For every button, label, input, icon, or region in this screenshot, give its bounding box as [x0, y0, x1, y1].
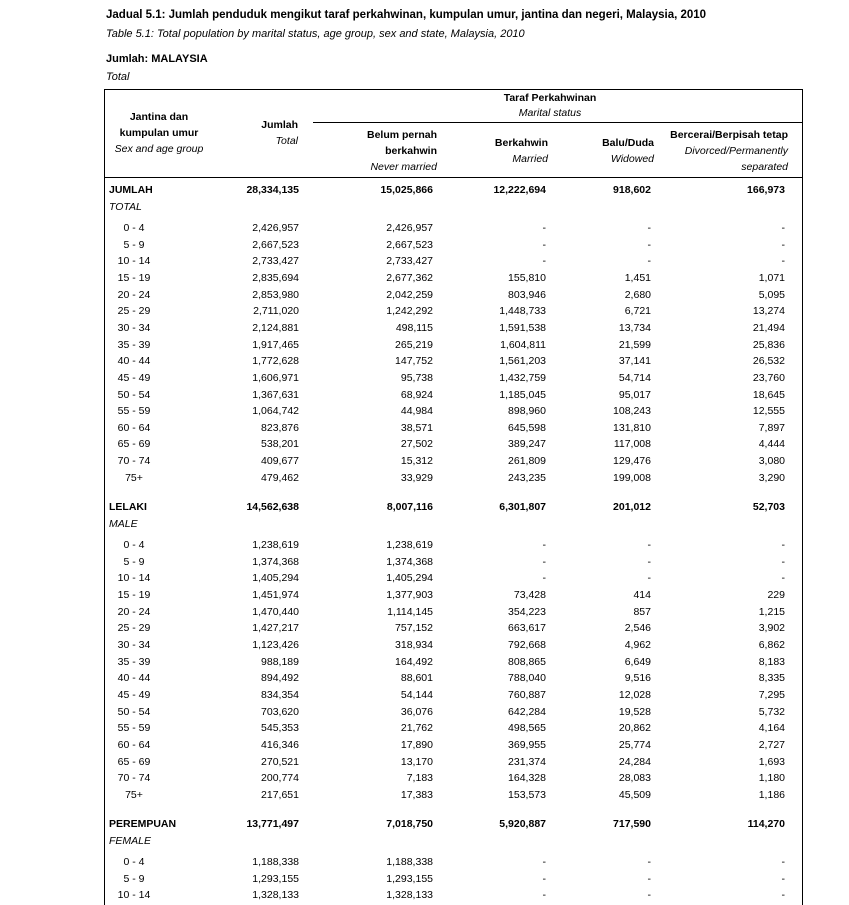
- widowed-value: 117,008: [613, 438, 651, 451]
- married-value: -: [542, 539, 546, 551]
- age-group-label: 55 - 59: [117, 722, 151, 735]
- table-row: [0, 737, 849, 753]
- section-never-married-value: 7,018,750: [386, 818, 433, 830]
- table-row: [0, 871, 849, 887]
- never-married-value: 1,328,133: [386, 889, 433, 902]
- age-group-label: 0 - 4: [123, 539, 145, 551]
- widowed-value: -: [647, 238, 651, 251]
- divorced-value: -: [781, 555, 785, 568]
- married-value: -: [542, 555, 546, 568]
- marital-status-underline: [313, 122, 802, 123]
- married-value: 642,284: [508, 705, 546, 718]
- table-row: [0, 220, 849, 236]
- divorced-value: 1,180: [758, 772, 785, 785]
- total-value: 1,405,294: [252, 572, 299, 585]
- never-married-value: 27,502: [400, 438, 433, 451]
- married-value: 645,598: [508, 421, 546, 434]
- table-row: [0, 470, 849, 486]
- divorced-value: 1,693: [758, 755, 785, 768]
- married-value: 760,887: [508, 688, 546, 701]
- header-sex-age-ms-1: Jantina dan: [129, 111, 189, 123]
- widowed-value: 1,451: [624, 271, 651, 284]
- section-total-value: 14,562,638: [246, 501, 299, 513]
- age-group-label: 70 - 74: [117, 455, 151, 468]
- header-bottom-rule: [104, 177, 803, 178]
- total-value: 1,328,133: [252, 889, 299, 902]
- total-value: 409,677: [261, 455, 299, 468]
- widowed-value: 4,962: [624, 638, 651, 651]
- age-group-label: 75+: [125, 788, 143, 801]
- total-value: 538,201: [261, 438, 299, 451]
- never-married-value: 2,426,957: [386, 222, 433, 234]
- age-group-label: 60 - 64: [117, 421, 151, 434]
- married-value: 898,960: [508, 405, 546, 418]
- married-value: -: [542, 255, 546, 268]
- age-group-label: 30 - 34: [117, 638, 151, 651]
- age-group-label: 5 - 9: [123, 872, 145, 885]
- total-value: 217,651: [261, 788, 299, 801]
- table-row: [0, 587, 849, 603]
- never-married-value: 2,042,259: [386, 288, 433, 301]
- never-married-value: 1,374,368: [386, 555, 433, 568]
- total-value: 1,606,971: [252, 371, 299, 384]
- table-row: [0, 604, 849, 620]
- header-never-en: Never married: [370, 161, 437, 173]
- section-divorced-value: 52,703: [752, 501, 785, 513]
- total-value: 894,492: [261, 672, 299, 685]
- header-married-ms: Berkahwin: [494, 137, 548, 149]
- table-row: [0, 436, 849, 452]
- age-group-label: 5 - 9: [123, 555, 145, 568]
- section-divorced-value: 166,973: [747, 184, 785, 196]
- never-married-value: 1,377,903: [386, 589, 433, 601]
- widowed-value: 24,284: [618, 755, 651, 768]
- widowed-value: 95,017: [618, 388, 651, 401]
- widowed-value: -: [647, 872, 651, 885]
- widowed-value: 9,516: [624, 672, 651, 685]
- divorced-value: 25,836: [752, 338, 785, 351]
- divorced-value: 7,897: [758, 421, 785, 434]
- total-value: 2,426,957: [252, 222, 299, 234]
- age-group-label: 10 - 14: [117, 255, 151, 268]
- section-sublabel: FEMALE: [109, 835, 152, 847]
- total-value: 2,733,427: [252, 255, 299, 268]
- widowed-value: -: [647, 255, 651, 268]
- total-value: 1,772,628: [252, 355, 299, 368]
- total-value: 703,620: [261, 705, 299, 718]
- never-married-value: 1,405,294: [386, 572, 433, 585]
- header-marital-en: Marital status: [518, 107, 582, 119]
- married-value: -: [542, 238, 546, 251]
- header-never-ms-1: Belum pernah: [366, 129, 437, 141]
- section-widowed-value: 201,012: [613, 501, 651, 513]
- total-value: 1,451,974: [252, 589, 299, 601]
- married-value: -: [542, 872, 546, 885]
- never-married-value: 38,571: [400, 421, 433, 434]
- widowed-value: 857: [633, 605, 651, 618]
- age-group-label: 5 - 9: [123, 238, 145, 251]
- total-value: 2,667,523: [252, 238, 299, 251]
- never-married-value: 1,188,338: [386, 856, 433, 868]
- total-value: 1,917,465: [252, 338, 299, 351]
- header-widowed-en: Widowed: [610, 153, 654, 165]
- widowed-value: 6,721: [624, 305, 651, 318]
- age-group-label: 15 - 19: [117, 271, 151, 284]
- table-row: [0, 787, 849, 803]
- divorced-value: -: [781, 539, 785, 551]
- never-married-value: 21,762: [400, 722, 433, 735]
- widowed-value: -: [647, 555, 651, 568]
- married-value: 803,946: [508, 288, 546, 301]
- table-row: [0, 537, 849, 553]
- married-value: 792,668: [508, 638, 546, 651]
- divorced-value: -: [781, 572, 785, 585]
- total-value: 479,462: [261, 471, 299, 484]
- widowed-value: 2,680: [624, 288, 651, 301]
- age-group-label: 25 - 29: [117, 622, 151, 635]
- table-row: [0, 370, 849, 386]
- divorced-value: 2,727: [758, 738, 785, 751]
- table-row: [0, 704, 849, 720]
- divorced-value: -: [781, 238, 785, 251]
- table-row: [0, 720, 849, 736]
- table-row: [0, 887, 849, 903]
- total-value: 416,346: [261, 738, 299, 751]
- age-group-label: 40 - 44: [117, 672, 151, 685]
- never-married-value: 17,890: [400, 738, 433, 751]
- divorced-value: 8,183: [758, 655, 785, 668]
- section-sublabel: TOTAL: [109, 201, 142, 213]
- widowed-value: 20,862: [618, 722, 651, 735]
- table-row: [0, 287, 849, 303]
- table-title: Jadual 5.1: Jumlah penduduk mengikut taraf perkahwinan, kumpulan umur, jantina dan negeri, Malaysia, 2010: [106, 9, 707, 21]
- total-value: 2,711,020: [253, 305, 299, 318]
- never-married-value: 1,114,145: [387, 605, 433, 618]
- table-row: [0, 654, 849, 670]
- married-value: -: [542, 222, 546, 234]
- never-married-value: 44,984: [400, 405, 433, 418]
- divorced-value: 3,080: [758, 455, 785, 468]
- widowed-value: 131,810: [613, 421, 651, 434]
- divorced-value: 5,732: [758, 705, 785, 718]
- total-value: 1,427,217: [252, 622, 299, 635]
- total-value: 2,835,694: [252, 271, 299, 284]
- table-row: [0, 754, 849, 770]
- never-married-value: 1,293,155: [386, 872, 433, 885]
- divorced-value: 1,071: [758, 271, 785, 284]
- married-value: 1,604,811: [500, 338, 546, 351]
- married-value: 389,247: [508, 438, 546, 451]
- widowed-value: 25,774: [618, 738, 651, 751]
- married-value: 808,865: [508, 655, 546, 668]
- married-value: 153,573: [508, 788, 546, 801]
- scope-label-english: Total: [106, 71, 130, 83]
- divorced-value: -: [781, 856, 785, 868]
- table-row: [0, 687, 849, 703]
- divorced-value: -: [781, 889, 785, 902]
- never-married-value: 1,238,619: [386, 539, 433, 551]
- age-group-label: 0 - 4: [123, 856, 145, 868]
- married-value: 1,591,538: [499, 321, 546, 334]
- section-married-value: 5,920,887: [499, 818, 546, 830]
- married-value: 231,374: [508, 755, 546, 768]
- table-row: [0, 670, 849, 686]
- header-divorced-ms: Bercerai/Berpisah tetap: [670, 129, 788, 141]
- section-married-value: 12,222,694: [493, 184, 546, 196]
- section-total-value: 13,771,497: [246, 818, 299, 830]
- table-row: [0, 337, 849, 353]
- header-never-ms-2: berkahwin: [385, 145, 437, 157]
- age-group-label: 45 - 49: [117, 371, 151, 384]
- table-row: [0, 637, 849, 653]
- section-never-married-value: 8,007,116: [386, 501, 433, 513]
- table-row: [0, 554, 849, 570]
- age-group-label: 30 - 34: [117, 321, 151, 334]
- never-married-value: 757,152: [395, 622, 433, 635]
- divorced-value: 8,335: [758, 672, 785, 685]
- age-group-label: 40 - 44: [117, 355, 151, 368]
- table-row: [0, 387, 849, 403]
- total-value: 834,354: [261, 688, 299, 701]
- table-row: [0, 270, 849, 286]
- section-total-row: [0, 499, 849, 515]
- table-row: [0, 770, 849, 786]
- never-married-value: 36,076: [400, 705, 433, 718]
- never-married-value: 17,383: [400, 788, 433, 801]
- married-value: 73,428: [513, 589, 546, 601]
- section-total-row: [0, 816, 849, 832]
- widowed-value: 37,141: [618, 355, 651, 368]
- never-married-value: 164,492: [395, 655, 433, 668]
- widowed-value: -: [647, 856, 651, 868]
- married-value: 243,235: [508, 471, 546, 484]
- section-divorced-value: 114,270: [747, 818, 785, 830]
- divorced-value: 23,760: [752, 371, 785, 384]
- divorced-value: 18,645: [752, 388, 785, 401]
- never-married-value: 68,924: [400, 388, 433, 401]
- married-value: 1,448,733: [499, 305, 546, 318]
- table-row: [0, 403, 849, 419]
- widowed-value: 28,083: [618, 772, 651, 785]
- widowed-value: 199,008: [613, 471, 651, 484]
- age-group-label: 45 - 49: [117, 688, 151, 701]
- table-row: [0, 253, 849, 269]
- married-value: 663,617: [508, 622, 546, 635]
- table-row: [0, 303, 849, 319]
- never-married-value: 147,752: [395, 355, 433, 368]
- never-married-value: 13,170: [400, 755, 433, 768]
- total-value: 545,353: [261, 722, 299, 735]
- age-group-label: 65 - 69: [117, 438, 151, 451]
- married-value: 261,809: [508, 455, 546, 468]
- divorced-value: 1,186: [758, 788, 785, 801]
- widowed-value: 129,476: [613, 455, 651, 468]
- widowed-value: -: [647, 539, 651, 551]
- header-widowed-ms: Balu/Duda: [602, 137, 654, 149]
- total-value: 270,521: [261, 755, 299, 768]
- divorced-value: 4,444: [758, 438, 785, 451]
- widowed-value: -: [647, 889, 651, 902]
- table-row: [0, 620, 849, 636]
- age-group-label: 10 - 14: [117, 572, 151, 585]
- never-married-value: 265,219: [395, 338, 433, 351]
- never-married-value: 54,144: [400, 688, 433, 701]
- total-value: 1,367,631: [252, 388, 299, 401]
- section-total-value: 28,334,135: [246, 184, 299, 196]
- never-married-value: 318,934: [395, 638, 433, 651]
- age-group-label: 55 - 59: [117, 405, 151, 418]
- header-divorced-en-2: separated: [741, 161, 788, 173]
- never-married-value: 498,115: [395, 321, 433, 334]
- married-value: 1,561,203: [499, 355, 546, 368]
- total-value: 1,064,742: [252, 405, 299, 418]
- table-row: [0, 320, 849, 336]
- total-value: 823,876: [261, 421, 299, 434]
- section-married-value: 6,301,807: [499, 501, 546, 513]
- header-sex-age-en: Sex and age group: [114, 143, 204, 155]
- age-group-label: 20 - 24: [117, 605, 151, 618]
- widowed-value: 6,649: [624, 655, 651, 668]
- age-group-label: 35 - 39: [117, 655, 151, 668]
- age-group-label: 15 - 19: [117, 589, 151, 601]
- widowed-value: 13,734: [618, 321, 651, 334]
- section-sublabel: MALE: [109, 518, 138, 530]
- divorced-value: 1,215: [758, 605, 785, 618]
- table-row: [0, 237, 849, 253]
- section-label: PEREMPUAN: [109, 818, 177, 830]
- widowed-value: 21,599: [618, 338, 651, 351]
- header-marital-ms: Taraf Perkahwinan: [503, 92, 597, 104]
- never-married-value: 2,677,362: [386, 271, 433, 284]
- married-value: -: [542, 572, 546, 585]
- section-label: LELAKI: [109, 501, 147, 513]
- divorced-value: 6,862: [758, 638, 785, 651]
- total-value: 1,238,619: [252, 539, 299, 551]
- age-group-label: 70 - 74: [117, 772, 151, 785]
- divorced-value: 13,274: [752, 305, 785, 318]
- table-row: [0, 570, 849, 586]
- divorced-value: -: [781, 872, 785, 885]
- total-value: 1,188,338: [252, 856, 299, 868]
- married-value: -: [542, 889, 546, 902]
- divorced-value: -: [781, 222, 785, 234]
- age-group-label: 65 - 69: [117, 755, 151, 768]
- total-value: 1,293,155: [252, 872, 299, 885]
- table-title-english: Table 5.1: Total population by marital status, age group, sex and state, Malaysia, 2010: [106, 28, 525, 40]
- age-group-label: 50 - 54: [117, 705, 151, 718]
- never-married-value: 15,312: [400, 455, 433, 468]
- divorced-value: 26,532: [752, 355, 785, 368]
- age-group-label: 60 - 64: [117, 738, 151, 751]
- table-row: [0, 420, 849, 436]
- header-sex-age-ms-2: kumpulan umur: [119, 127, 199, 139]
- divorced-value: 21,494: [752, 321, 785, 334]
- header-divorced-en-1: Divorced/Permanently: [684, 145, 788, 157]
- section-label: JUMLAH: [109, 184, 153, 196]
- divorced-value: 3,902: [758, 622, 785, 635]
- widowed-value: 19,528: [618, 705, 651, 718]
- widowed-value: 45,509: [618, 788, 651, 801]
- widowed-value: -: [647, 572, 651, 585]
- scope-label: Jumlah: MALAYSIA: [106, 53, 208, 65]
- widowed-value: 414: [633, 589, 651, 601]
- age-group-label: 35 - 39: [117, 338, 151, 351]
- section-never-married-value: 15,025,866: [380, 184, 433, 196]
- divorced-value: 3,290: [758, 471, 785, 484]
- married-value: 1,185,045: [499, 388, 546, 401]
- widowed-value: 2,546: [624, 622, 651, 635]
- age-group-label: 50 - 54: [117, 388, 151, 401]
- divorced-value: 229: [767, 589, 785, 601]
- section-widowed-value: 918,602: [613, 184, 651, 196]
- married-value: 164,328: [508, 772, 546, 785]
- header-married-en: Married: [512, 153, 548, 165]
- married-value: 788,040: [508, 672, 546, 685]
- table-row: [0, 453, 849, 469]
- total-value: 2,853,980: [252, 288, 299, 301]
- header-total-ms: Jumlah: [261, 119, 298, 131]
- divorced-value: 4,164: [758, 722, 785, 735]
- widowed-value: -: [647, 222, 651, 234]
- header-total-en: Total: [275, 135, 298, 147]
- age-group-label: 20 - 24: [117, 288, 151, 301]
- married-value: 354,223: [508, 605, 546, 618]
- never-married-value: 7,183: [406, 772, 433, 785]
- total-value: 2,124,881: [252, 321, 299, 334]
- age-group-label: 10 - 14: [117, 889, 151, 902]
- widowed-value: 12,028: [618, 688, 651, 701]
- total-value: 1,470,440: [252, 605, 299, 618]
- never-married-value: 88,601: [400, 672, 433, 685]
- divorced-value: 12,555: [752, 405, 785, 418]
- divorced-value: 5,095: [758, 288, 785, 301]
- married-value: 1,432,759: [499, 371, 546, 384]
- total-value: 200,774: [261, 772, 299, 785]
- section-total-row: [0, 182, 849, 198]
- table-row: [0, 353, 849, 369]
- married-value: 155,810: [508, 271, 546, 284]
- never-married-value: 95,738: [400, 371, 433, 384]
- total-value: 1,374,368: [252, 555, 299, 568]
- never-married-value: 33,929: [400, 471, 433, 484]
- age-group-label: 25 - 29: [117, 305, 151, 318]
- widowed-value: 108,243: [613, 405, 651, 418]
- never-married-value: 2,667,523: [386, 238, 433, 251]
- never-married-value: 1,242,292: [386, 305, 433, 318]
- widowed-value: 54,714: [618, 371, 651, 384]
- table-row: [0, 854, 849, 870]
- total-value: 1,123,426: [252, 638, 299, 651]
- section-widowed-value: 717,590: [613, 818, 651, 830]
- divorced-value: -: [781, 255, 785, 268]
- married-value: 498,565: [508, 722, 546, 735]
- never-married-value: 2,733,427: [386, 255, 433, 268]
- age-group-label: 75+: [125, 471, 143, 484]
- married-value: -: [542, 856, 546, 868]
- age-group-label: 0 - 4: [123, 222, 145, 234]
- total-value: 988,189: [261, 655, 299, 668]
- married-value: 369,955: [508, 738, 546, 751]
- divorced-value: 7,295: [758, 688, 785, 701]
